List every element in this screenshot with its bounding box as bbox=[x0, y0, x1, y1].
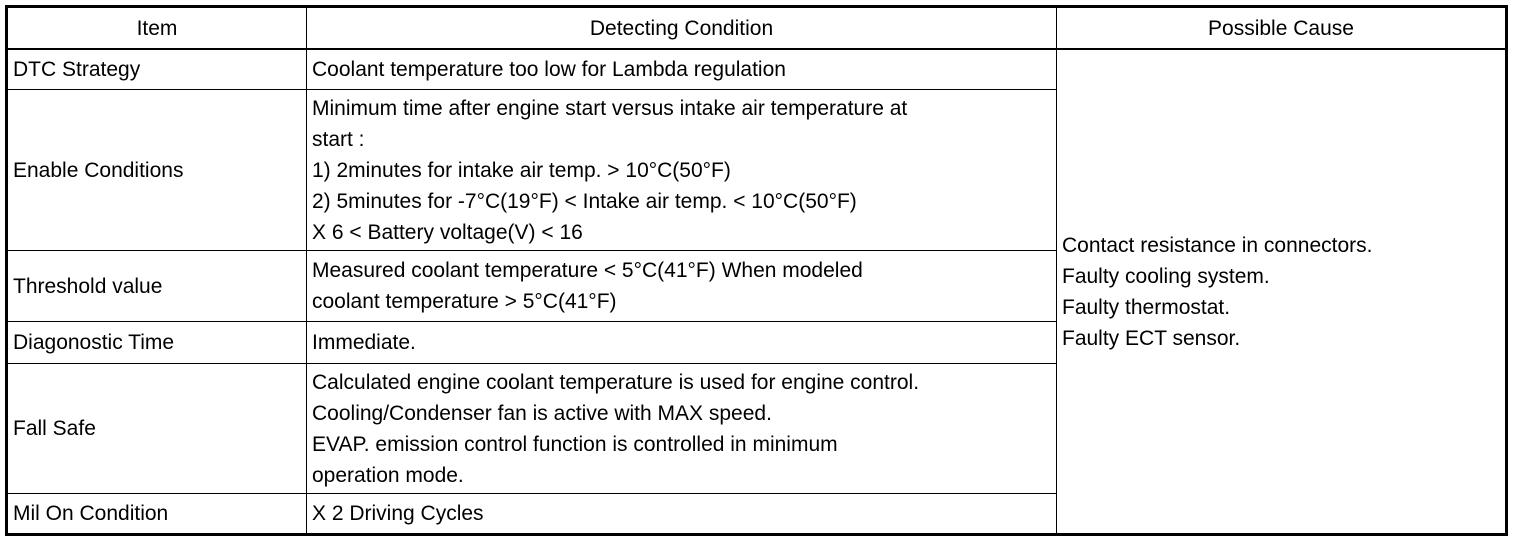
condition-line: Measured coolant temperature < 5°C(41°F) When modeled bbox=[312, 259, 863, 282]
header-item: Item bbox=[7, 7, 307, 50]
item-cell: Fall Safe bbox=[7, 364, 307, 494]
condition-cell bbox=[307, 49, 1057, 90]
condition-cell bbox=[307, 494, 1057, 535]
condition-line: start : bbox=[312, 127, 365, 151]
header-row bbox=[7, 7, 1507, 50]
condition-line: Calculated engine coolant temperature is used for engine control. bbox=[312, 370, 920, 394]
condition-line: Coolant temperature too low for Lambda regulation bbox=[312, 58, 786, 81]
condition-line: Immediate. bbox=[312, 331, 416, 354]
item-cell: DTC Strategy bbox=[7, 49, 307, 90]
item-cell: Diagonostic Time bbox=[7, 322, 307, 364]
condition-line: 1) 2minutes for intake air temp. > 10°C(50°F) bbox=[312, 158, 731, 182]
item-cell: Mil On Condition bbox=[7, 494, 307, 535]
condition-cell bbox=[307, 322, 1057, 364]
condition-line: coolant temperature > 5°C(41°F) bbox=[312, 290, 617, 313]
condition-line: X 6 < Battery voltage(V) < 16 bbox=[312, 220, 583, 244]
item-cell: Enable Conditions bbox=[7, 90, 307, 251]
condition-line: Minimum time after engine start versus intake air temperature at bbox=[312, 96, 908, 120]
cause-line: Faulty thermostat. bbox=[1062, 295, 1231, 319]
cause-line: Faulty cooling system. bbox=[1062, 264, 1270, 288]
condition-line: 2) 5minutes for -7°C(19°F) < Intake air temp. < 10°C(50°F) bbox=[312, 189, 857, 213]
condition-line: Cooling/Condenser fan is active with MAX speed. bbox=[312, 401, 772, 425]
dtc-table bbox=[5, 5, 1508, 536]
condition-line: X 2 Driving Cycles bbox=[312, 502, 484, 525]
cause-line: Contact resistance in connectors. bbox=[1062, 233, 1373, 257]
condition-cell bbox=[307, 364, 1057, 494]
condition-cell bbox=[307, 90, 1057, 251]
table-row bbox=[7, 49, 1507, 90]
possible-cause-cell bbox=[1057, 49, 1507, 535]
condition-cell bbox=[307, 251, 1057, 322]
item-cell: Threshold value bbox=[7, 251, 307, 322]
header-possible-cause: Possible Cause bbox=[1057, 7, 1507, 50]
header-detecting-condition: Detecting Condition bbox=[307, 7, 1057, 50]
condition-line: EVAP. emission control function is controlled in minimum bbox=[312, 432, 838, 456]
condition-line: operation mode. bbox=[312, 463, 464, 487]
cause-line: Faulty ECT sensor. bbox=[1062, 326, 1241, 350]
